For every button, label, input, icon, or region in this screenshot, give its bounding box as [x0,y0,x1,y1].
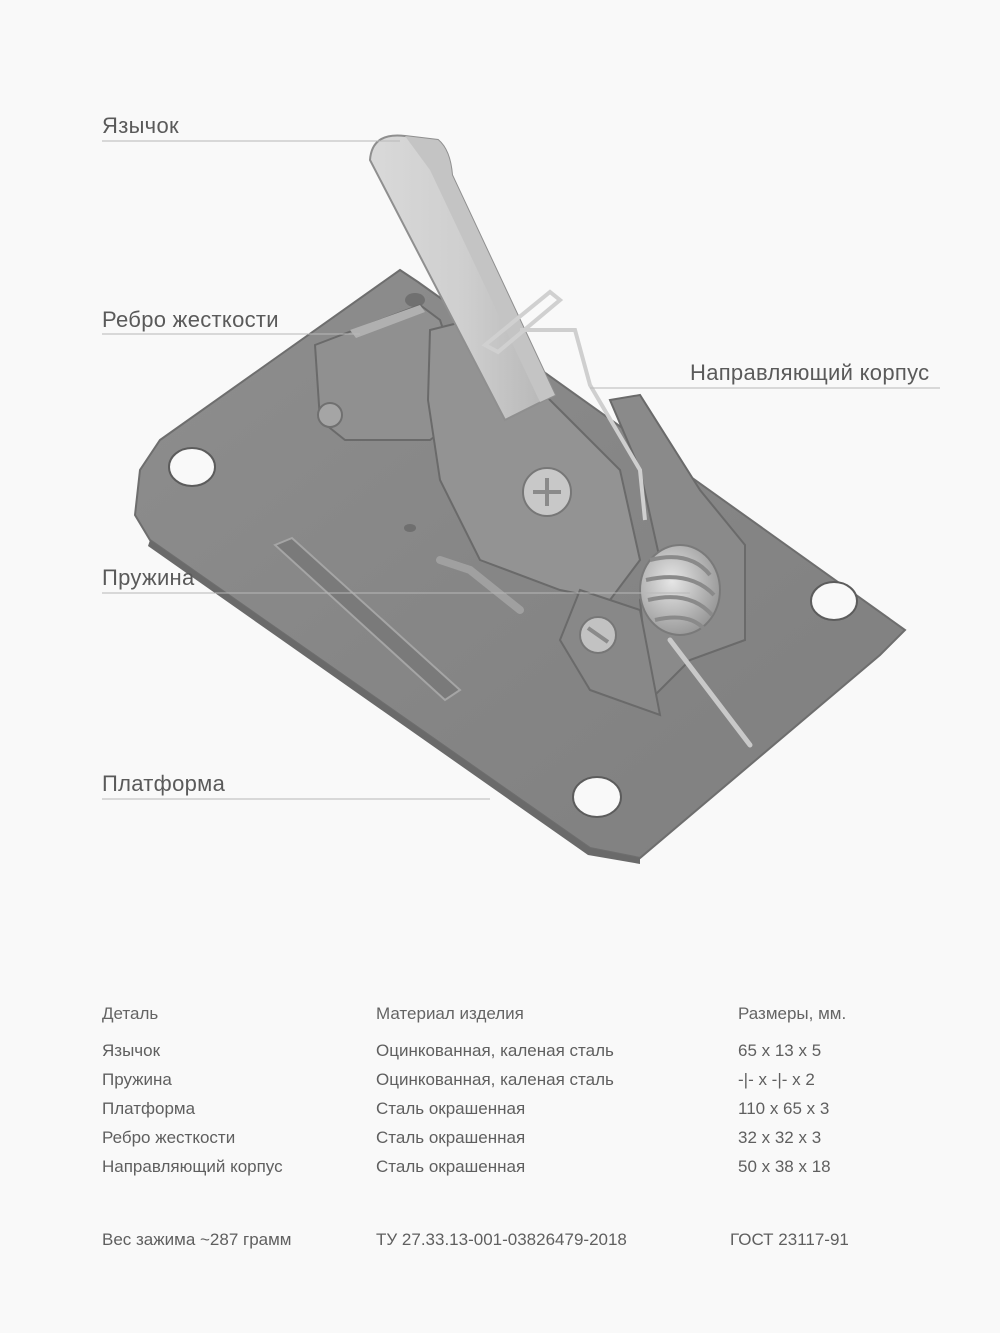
table-row-5-part: Направляющий корпус [102,1157,283,1176]
table-row-4-material: Сталь окрашенная [376,1128,526,1147]
table-row-3-size: 110 x 65 x 3 [738,1099,830,1118]
table-header-part: Деталь [102,1004,159,1023]
table-header-size: Размеры, мм. [738,1004,847,1023]
table-row-3-material: Сталь окрашенная [376,1099,526,1118]
callout-rib-label: Ребро жесткости [102,307,279,332]
footer-weight: Вес зажима ~287 грамм [102,1230,292,1249]
table-row-2-part: Пружина [102,1070,172,1089]
table-header-material: Материал изделия [376,1004,524,1023]
table-row-4-part: Ребро жесткости [102,1128,236,1147]
callout-spring-label: Пружина [102,565,195,590]
table-row-5-size: 50 x 38 x 18 [738,1157,831,1176]
footer-gost-standard: ГОСТ 23117-91 [730,1230,849,1249]
table-row-1-size: 65 x 13 x 5 [738,1041,822,1060]
table-row-5-material: Сталь окрашенная [376,1157,526,1176]
callout-platform-label: Платформа [102,771,226,796]
table-row-1-part: Язычок [102,1041,161,1060]
footer-tu-standard: ТУ 27.33.13-001-03826479-2018 [376,1230,627,1249]
table-row-1-material: Оцинкованная, каленая сталь [376,1041,614,1060]
table-row-4-size: 32 x 32 x 3 [738,1128,822,1147]
callout-guide-label: Направляющий корпус [690,360,930,385]
callout-tongue-label: Язычок [102,113,179,138]
table-row-2-material: Оцинкованная, каленая сталь [376,1070,614,1089]
table-row-2-size: -|- x -|- x 2 [738,1070,815,1089]
table-row-3-part: Платформа [102,1099,196,1118]
